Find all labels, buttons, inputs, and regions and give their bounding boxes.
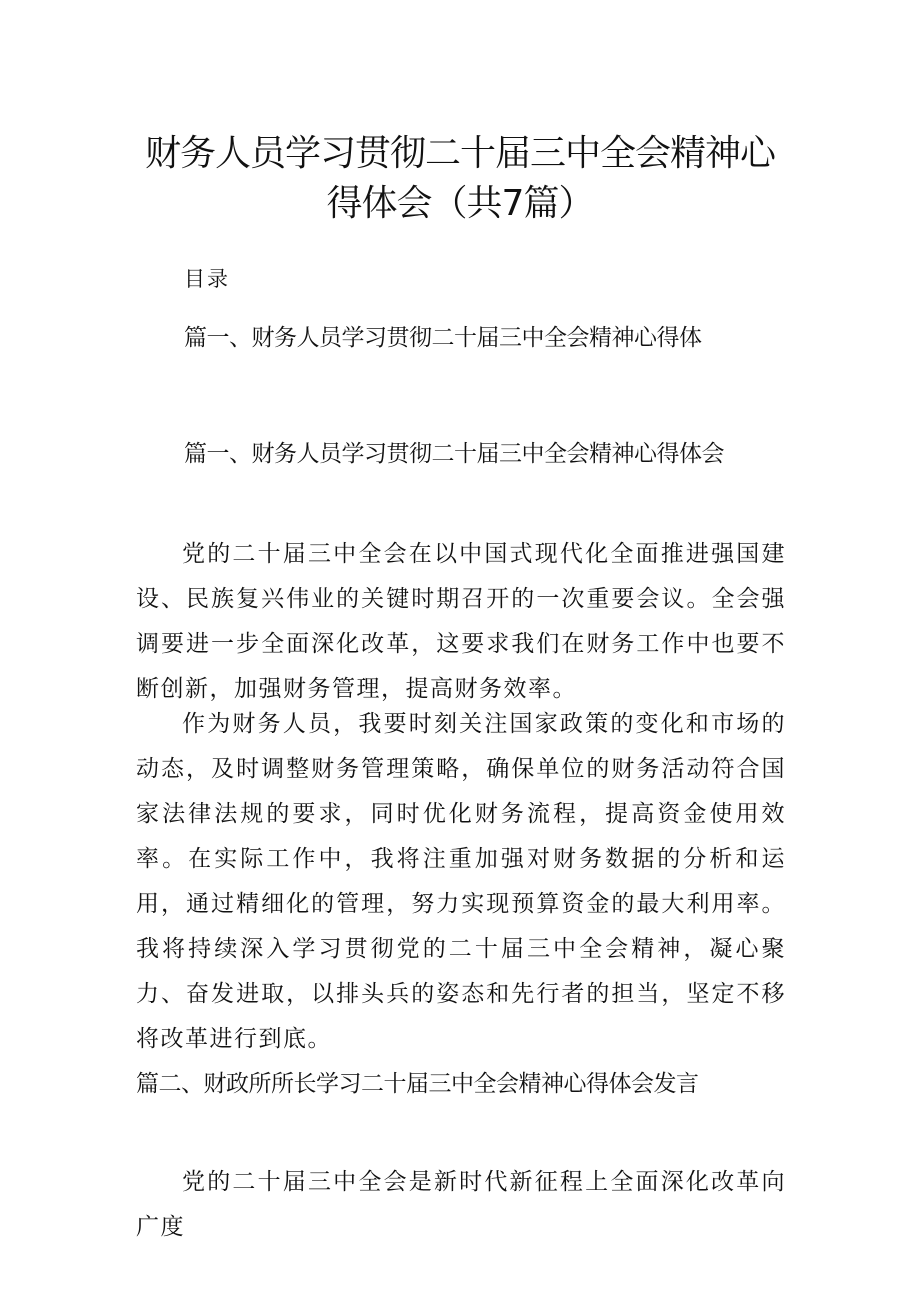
section-heading-1: 篇一、财务人员学习贯彻二十届三中全会精神心得体会 — [184, 441, 724, 467]
document-title-line-1: 财务人员学习贯彻二十届三中全会精神心 — [144, 133, 775, 174]
section-1-paragraph-2: 作为财务人员，我要时刻关注国家政策的变化和市场的动态，及时调整财务管理策略，确保单位的财务活动符合国家法律法规的要求，同时优化财务流程，提高资金使用效率。在实际工作中，我将注重加强对财务数据的分析和运用，通过精细化的管理，努力实现预算资金的最大利用率。我将持续深入学习贯彻党的二十届三中全会精神，凝心聚力、奋发进取，以排头兵的姿态和先行者的担当，坚定不移将改革进行到底。 — [136, 711, 786, 1052]
document-title-line-2: 得体会（共7篇） — [326, 183, 594, 224]
section-2-paragraph-1: 党的二十届三中全会是新时代新征程上全面深化改革向广度 — [136, 1169, 786, 1240]
section-1-paragraph-1: 党的二十届三中全会在以中国式现代化全面推进强国建设、民族复兴伟业的关键时期召开的一次重要会议。全会强调要进一步全面深化改革，这要求我们在财务工作中也要不断创新，加强财务管理，提高财务效率。 — [136, 541, 786, 702]
section-heading-2: 篇二、财政所所长学习二十届三中全会精神心得体会发言 — [136, 1071, 699, 1097]
toc-label: 目录 — [184, 267, 230, 291]
toc-item-1[interactable]: 篇一、财务人员学习贯彻二十届三中全会精神心得体 — [184, 325, 702, 351]
